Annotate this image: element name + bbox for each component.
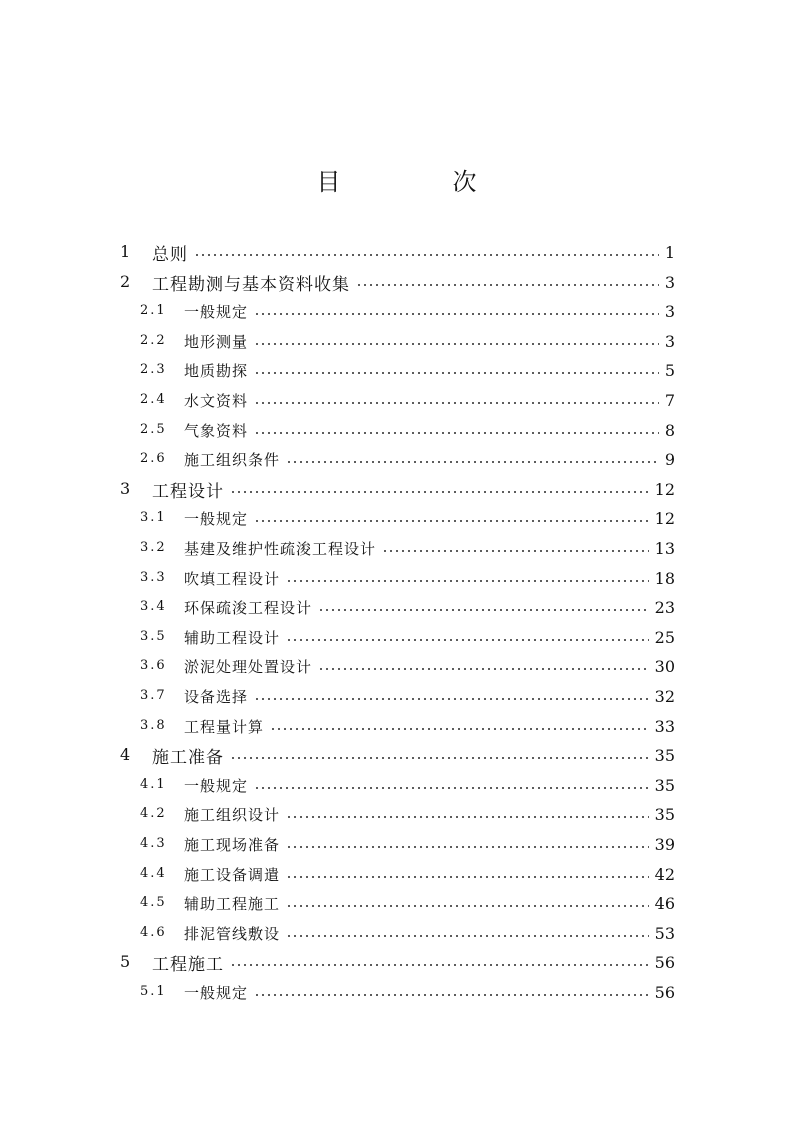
dot-leader (270, 728, 649, 730)
toc-entry-label: 一般规定 (184, 302, 249, 321)
toc-section-entry[interactable] (0, 921, 793, 945)
toc-entry-number: 4.2 (140, 806, 167, 821)
toc-entry-number: 4.5 (140, 895, 167, 910)
toc-entry-page: 12 (654, 479, 675, 499)
toc-entry-number: 3.3 (140, 570, 167, 585)
dot-leader (286, 461, 659, 463)
toc-entry-page: 23 (654, 597, 675, 617)
toc-section-entry[interactable] (0, 418, 793, 442)
toc-entry-label: 设备选择 (184, 687, 249, 706)
toc-section-entry[interactable] (0, 832, 793, 856)
toc-entry-label: 辅助工程设计 (184, 628, 281, 647)
toc-entry-label: 施工现场准备 (184, 835, 281, 854)
toc-entry-page: 33 (654, 716, 675, 736)
toc-section-entry[interactable] (0, 536, 793, 560)
toc-entry-number: 2.4 (140, 392, 167, 407)
dot-leader (286, 876, 649, 878)
toc-section-entry[interactable] (0, 802, 793, 826)
dot-leader (318, 668, 649, 670)
dot-leader (382, 550, 649, 552)
toc-entry-page: 13 (654, 538, 675, 558)
toc-entry-page: 56 (654, 982, 675, 1002)
dot-leader (254, 313, 659, 315)
toc-entry-page: 5 (664, 360, 675, 380)
toc-entry-page: 53 (654, 923, 675, 943)
dot-leader (286, 816, 649, 818)
toc-entry-number: 3.6 (140, 658, 167, 673)
toc-entry-page: 35 (654, 745, 675, 765)
toc-section-entry[interactable] (0, 654, 793, 678)
toc-entry-number: 4.6 (140, 925, 167, 940)
toc-entry-label: 水文资料 (184, 391, 249, 410)
toc-entry-page: 18 (654, 568, 675, 588)
toc-entry-page: 25 (654, 627, 675, 647)
toc-entry-label: 地形测量 (184, 332, 249, 351)
toc-entry-number: 1 (120, 242, 131, 261)
toc-entry-page: 3 (664, 331, 675, 351)
dot-leader (254, 520, 649, 522)
toc-entry-label: 环保疏浚工程设计 (184, 598, 313, 617)
toc-entry-label: 一般规定 (184, 983, 249, 1002)
toc-entry-page: 42 (654, 864, 675, 884)
toc-entry-label: 排泥管线敷设 (184, 924, 281, 943)
dot-leader (230, 757, 649, 759)
dot-leader (286, 935, 649, 937)
toc-entry-number: 2.5 (140, 422, 167, 437)
toc-entry-number: 3.2 (140, 540, 167, 555)
toc-entry-label: 工程设计 (152, 481, 224, 502)
toc-section-entry[interactable] (0, 566, 793, 590)
toc-section-entry[interactable] (0, 447, 793, 471)
toc-entry-page: 30 (654, 656, 675, 676)
toc-section-entry[interactable] (0, 862, 793, 886)
toc-entry-label: 辅助工程施工 (184, 894, 281, 913)
toc-entry-number: 5 (120, 952, 131, 971)
toc-entry-number: 5.1 (140, 984, 167, 999)
toc-entry-number: 3.7 (140, 688, 167, 703)
toc-entry-page: 3 (664, 301, 675, 321)
toc-section-entry[interactable] (0, 714, 793, 738)
toc-section-entry[interactable] (0, 625, 793, 649)
toc-entry-number: 2.2 (140, 333, 167, 348)
toc-entry-label: 一般规定 (184, 776, 249, 795)
toc-entry-label: 工程施工 (152, 954, 224, 975)
toc-entry-number: 2.6 (140, 451, 167, 466)
toc-entry-page: 39 (654, 834, 675, 854)
toc-entry-page: 7 (664, 390, 675, 410)
dot-leader (356, 284, 659, 286)
dot-leader (194, 254, 659, 256)
toc-entry-number: 4.3 (140, 836, 167, 851)
toc-entry-number: 2.3 (140, 362, 167, 377)
toc-entry-page: 35 (654, 804, 675, 824)
dot-leader (318, 609, 649, 611)
toc-entry-label: 施工组织设计 (184, 805, 281, 824)
toc-entry-number: 3.1 (140, 510, 167, 525)
toc-section-entry[interactable] (0, 684, 793, 708)
toc-entry-page: 56 (654, 952, 675, 972)
toc-section-entry[interactable] (0, 506, 793, 530)
toc-entry-label: 淤泥处理处置设计 (184, 657, 313, 676)
dot-leader (254, 787, 649, 789)
toc-entry-number: 4 (120, 745, 131, 764)
toc-entry-label: 施工设备调遣 (184, 865, 281, 884)
toc-entry-page: 8 (664, 420, 675, 440)
toc-entry-label: 施工准备 (152, 747, 224, 768)
toc-entry-label: 吹填工程设计 (184, 569, 281, 588)
toc-entry-number: 4.1 (140, 777, 167, 792)
page-title: 目 次 (316, 168, 521, 196)
dot-leader (254, 698, 649, 700)
dot-leader (254, 994, 649, 996)
toc-entry-number: 3.4 (140, 599, 167, 614)
toc-chapter-entry[interactable] (0, 950, 793, 974)
toc-entry-label: 工程勘测与基本资料收集 (152, 274, 350, 295)
toc-section-entry[interactable] (0, 329, 793, 353)
toc-entry-page: 3 (664, 272, 675, 292)
dot-leader (254, 372, 659, 374)
toc-chapter-entry[interactable] (0, 477, 793, 501)
toc-entry-label: 气象资料 (184, 421, 249, 440)
toc-entry-label: 一般规定 (184, 509, 249, 528)
dot-leader (230, 964, 649, 966)
toc-entry-label: 总则 (152, 244, 188, 265)
toc-entry-page: 35 (654, 775, 675, 795)
dot-leader (254, 432, 659, 434)
dot-leader (286, 580, 649, 582)
toc-chapter-entry[interactable] (0, 743, 793, 767)
toc-entry-page: 32 (654, 686, 675, 706)
toc-entry-label: 基建及维护性疏浚工程设计 (184, 539, 377, 558)
toc-section-entry[interactable] (0, 773, 793, 797)
toc-entry-number: 4.4 (140, 866, 167, 881)
dot-leader (230, 491, 649, 493)
toc-section-entry[interactable] (0, 891, 793, 915)
toc-entry-page: 9 (664, 449, 675, 469)
toc-entry-label: 工程量计算 (184, 717, 265, 736)
toc-entry-number: 3.5 (140, 629, 167, 644)
toc-entry-label: 施工组织条件 (184, 450, 281, 469)
toc-section-entry[interactable] (0, 299, 793, 323)
toc-section-entry[interactable] (0, 358, 793, 382)
dot-leader (286, 846, 649, 848)
toc-entry-number: 3.8 (140, 718, 167, 733)
toc-section-entry[interactable] (0, 595, 793, 619)
dot-leader (254, 343, 659, 345)
toc-entry-page: 1 (664, 242, 675, 262)
dot-leader (286, 639, 649, 641)
toc-entry-page: 46 (654, 893, 675, 913)
toc-entry-label: 地质勘探 (184, 361, 249, 380)
toc-entry-number: 2.1 (140, 303, 167, 318)
toc-entry-number: 3 (120, 479, 131, 498)
toc-chapter-entry[interactable] (0, 270, 793, 294)
dot-leader (286, 905, 649, 907)
toc-entry-page: 12 (654, 508, 675, 528)
toc-section-entry[interactable] (0, 980, 793, 1004)
dot-leader (254, 402, 659, 404)
toc-entry-number: 2 (120, 272, 131, 291)
toc-section-entry[interactable] (0, 388, 793, 412)
toc-chapter-entry[interactable] (0, 240, 793, 264)
